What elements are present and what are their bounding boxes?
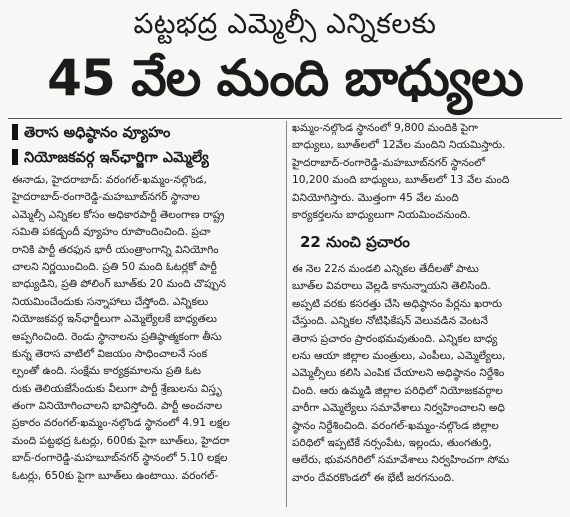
text-line: 10,200 మంది బాధ్యులు, బూత్‌లలో 13 వేల మంది bbox=[292, 174, 510, 187]
text-line: చాలని నిర్ణయించింది. ప్రతి 50 మంది ఓటర్లకో పార్టీ bbox=[12, 260, 217, 273]
column-1 bbox=[12, 172, 282, 485]
text-line: నియమించేందుకు సన్నాహాలు చేస్తోంది. ఎన్నికలు bbox=[12, 295, 209, 308]
text-line: తెరాస ప్రచారం ప్రారంభమవుతుంది. ఎన్నికల బాధ్య bbox=[292, 332, 498, 345]
headline: 45 వేల మంది బాధ్యులు bbox=[47, 49, 523, 107]
column-2-bottom bbox=[292, 261, 560, 487]
text-line: బాధ్యుడిని, ప్రతి పోలింగ్‌ బూత్‌కు 20 మంది చొప్పున bbox=[12, 278, 227, 291]
subhead-1-text: తెరాస అధిష్ఠానం వ్యూహం bbox=[24, 125, 171, 141]
text-line: నియోజకవర్గ ఇన్‌ఛార్జీలుగా ఎమ్మెల్యేలకే బాధ్యతలు bbox=[12, 313, 217, 326]
text-line: రానికి పార్టీ తరఫున భారీ యంత్రాంగాన్ని వినియోగిం bbox=[12, 243, 219, 256]
text-line: వినియోగిస్తారు. మొత్తంగా 45 వేల మంది bbox=[292, 191, 459, 204]
text-line: ఖమ్మం-నల్గొండ స్థానంలో 9,800 మందికి పైగా bbox=[292, 122, 478, 134]
text-line: పరిధిలో ఇప్పటికే నర్సంపేట, ఇల్లందు, తుంగతుర్తి, bbox=[292, 436, 492, 449]
subhead-2-text: నియోజకవర్గ ఇన్‌ఛార్జిగా ఎమ్మెల్యే bbox=[24, 150, 209, 166]
text-line: కున్న తెరాస వాటిలో విజయం సాధించాలనే సంక bbox=[12, 347, 208, 360]
divider bbox=[8, 118, 562, 119]
text-line: రుకు తెలియజేసేందుకు వీలుగా పార్టీ శ్రేణులను విస్తృ bbox=[12, 382, 222, 395]
text-line: ష్ఠానం నిర్దేశించింది. వరంగల్‌-ఖమ్మం-నల్గొండ జిల్లాల bbox=[292, 419, 499, 432]
text-line: అప్పటి వరకు కసరత్తు చేసి అధిష్ఠానం పేర్లను ఖరారు bbox=[292, 297, 503, 310]
text-line: బూత్‌ల వివరాలు వెల్లడి కానున్నాయని తెలిసింది. bbox=[292, 280, 491, 293]
subhead-1 bbox=[12, 121, 284, 145]
text-line: ఆలేరు, భువనగిరిలో సమావేశాలు నిర్వహించగా సోమ bbox=[292, 454, 510, 467]
column-divider bbox=[286, 121, 287, 507]
text-line: తంగా వినియోగించాలని భావిస్తోంది. పార్టీ అంచనాల bbox=[12, 400, 223, 413]
text-line: బాద్‌-రంగారెడ్డి-మహబూబ్‌నగర్‌ స్థానంలో 5.10 లక్షల bbox=[12, 452, 228, 465]
column-2-top bbox=[292, 120, 560, 224]
subhead-2 bbox=[12, 146, 284, 170]
text-line: చేస్తుంది. ఎన్నికల నోటిఫికేషన్‌ వెలువడిన వెంటనే bbox=[292, 315, 488, 328]
text-line: ఓటర్లు, 650కు పైగా బూత్‌లు ఉంటాయి. వరంగల్‌- bbox=[12, 469, 219, 482]
text-line: హైదరాబాద్‌-రంగారెడ్డి-మహబూబ్‌నగర్‌ స్థానంలో bbox=[292, 156, 486, 169]
bullet-icon bbox=[12, 124, 18, 140]
bullet-icon bbox=[12, 149, 18, 165]
text-line: కార్యకర్తలను బాధ్యులుగా నియమించనుంది. bbox=[292, 208, 471, 221]
text-line: ప్రకారం వరంగల్‌-ఖమ్మం-నల్గొండ స్థానంలో 4.91 లక్షల bbox=[12, 417, 230, 430]
text-line: ఈనాడు, హైదరాబాద్‌: వరంగల్‌-ఖమ్మం-నల్గొండ, bbox=[12, 174, 207, 186]
text-line: ఎమ్మెల్సీ ఎన్నికల కోసం అధికారపార్టీ తెలంగాణ రాష్ట్ర bbox=[12, 208, 225, 221]
text-line: హైదరాబాద్‌-రంగారెడ్డి-మహబూబ్‌నగర్‌ స్థానాల bbox=[12, 191, 200, 204]
text-line: వారం దేవరకొండలో ఈ భేటీ జరగనుంది. bbox=[292, 471, 455, 484]
text-line: మంది పట్టభద్ర ఓటర్లు, 600కు పైగా బూత్‌లు, హైదరా bbox=[12, 434, 230, 447]
kicker: పట్టభద్ర ఎమ్మెల్సీ ఎన్నికలకు bbox=[133, 7, 437, 40]
text-line: సమితి పకడ్బందీ వ్యూహం రూపొందించింది. ప్రచా bbox=[12, 226, 211, 239]
section-heading: 22 నుంచి ప్రచారం bbox=[300, 233, 410, 251]
text-line: ఈ నెల 22న మండలి ఎన్నికల తేదీలతో పాటు bbox=[292, 263, 479, 275]
text-line: ఎమ్మెల్సీలు కలిసి ఎంపిక చేయాలని అధిష్ఠానం నిర్దేశిం bbox=[292, 367, 505, 380]
text-line: అప్పగించింది. రెండు స్థానాలను ప్రతిష్ఠాత్మకంగా తీసు bbox=[12, 330, 222, 343]
text-line: చింది. ఆరు ఉమ్మడి జిల్లాల పరిధిలో నియోజకవర్గాల bbox=[292, 384, 503, 397]
text-line: లను ఆయా జిల్లాల మంత్రులు, ఎంపీలు, ఎమ్మెల్యేలు, bbox=[292, 349, 506, 362]
text-line: వారీగా ఎమ్మెల్యేలు సమావేశాలు నిర్వహించాలని అధి bbox=[292, 402, 505, 415]
text-line: బాధ్యులు, బూత్‌లలో 12వేల మందిని నియమిస్తారు. bbox=[292, 139, 506, 152]
text-line: ల్పంతో ఉంది. సంక్షేమ కార్యక్రమాలను ప్రతి ఓట bbox=[12, 365, 201, 378]
